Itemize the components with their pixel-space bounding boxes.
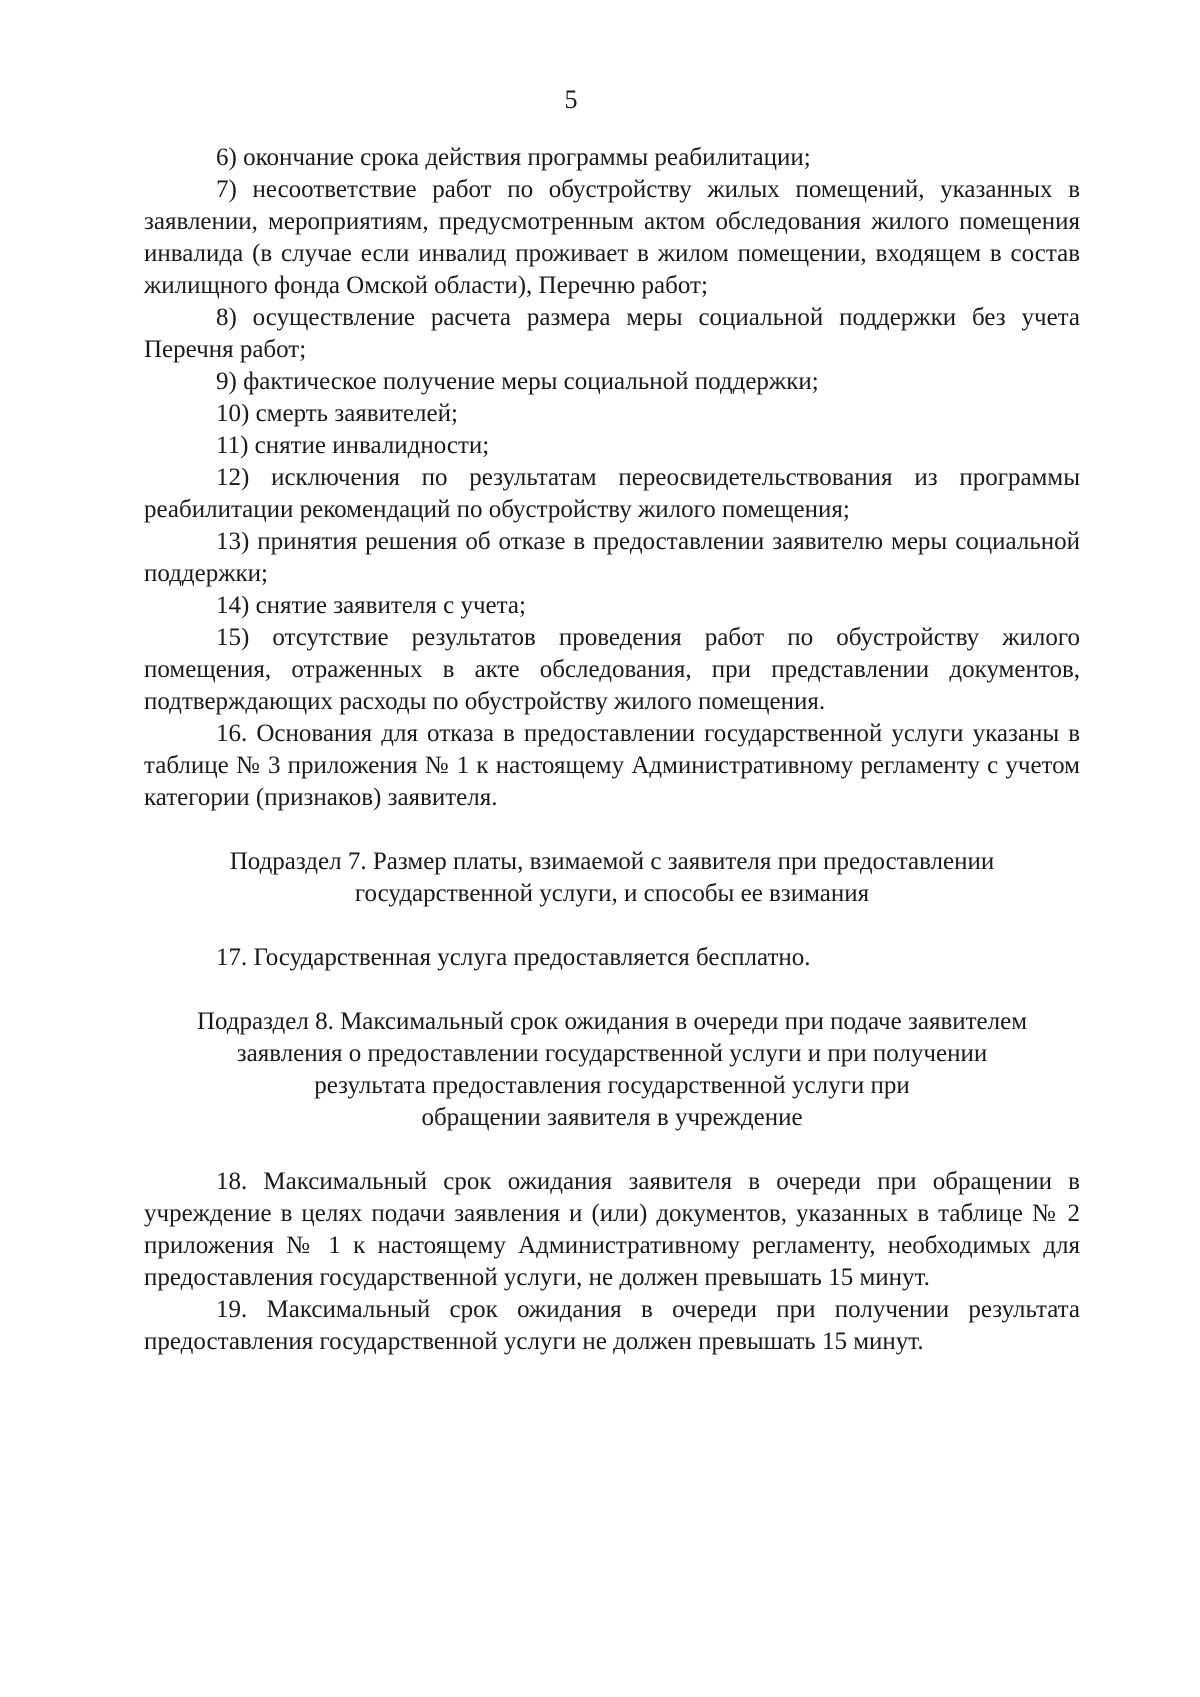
page-number: 5 <box>564 85 578 114</box>
subsection-7-heading <box>144 846 1080 910</box>
heading-line: Подраздел 8. Максимальный срок ожидания в очереди при подаче заявителем <box>196 1008 1028 1035</box>
paragraph-item-7: 7) несоответствие работ по обустройству жилых помещений, указанных в заявлении, мероприятиям, предусмотренным актом обследования жилого помещения инвалида (в случае если инвалид проживает в жилом помещении, входящем в состав жилищного фонда Омской области), Перечню работ; <box>144 176 1080 299</box>
paragraph-item-9: 9) фактическое получение меры социальной поддержки; <box>216 368 819 395</box>
paragraph-item-13: 13) принятия решения об отказе в предоставлении заявителю меры социальной поддержки; <box>144 528 1080 587</box>
paragraph-item-11: 11) снятие инвалидности; <box>216 432 490 459</box>
paragraph-item-14: 14) снятие заявителя с учета; <box>216 592 526 619</box>
paragraph-18: 18. Максимальный срок ожидания заявителя в очереди при обращении в учреждение в целях подачи заявления и (или) документов, указанных в таблице № 2 приложения № 1 к настоящему Административному регламенту, необходимых для предоставления государственной услуги, не должен превышать 15 минут. <box>144 1168 1080 1291</box>
heading-line: Подраздел 7. Размер платы, взимаемой с заявителя при предоставлении <box>229 848 995 875</box>
paragraph-16: 16. Основания для отказа в предоставлении государственной услуги указаны в таблице № 3 приложения № 1 к настоящему Административному регламенту с учетом категории (признаков) заявителя. <box>144 720 1080 811</box>
paragraph-item-10: 10) смерть заявителей; <box>216 400 458 427</box>
paragraph-item-12: 12) исключения по результатам переосвидетельствования из программы реабилитации рекомендаций по обустройству жилого помещения; <box>144 464 1080 523</box>
heading-line: результата предоставления государственной услуги при <box>314 1072 910 1099</box>
heading-line: заявления о предоставлении государственной услуги и при получении <box>236 1040 988 1067</box>
heading-line: обращении заявителя в учреждение <box>421 1104 803 1131</box>
paragraph-17: 17. Государственная услуга предоставляется бесплатно. <box>216 944 811 971</box>
document-body <box>144 142 1080 1358</box>
paragraph-item-15: 15) отсутствие результатов проведения работ по обустройству жилого помещения, отраженных в акте обследования, при представлении документов, подтверждающих расходы по обустройству жилого помещения. <box>144 624 1080 715</box>
subsection-8-heading <box>144 1006 1080 1134</box>
paragraph-item-6: 6) окончание срока действия программы реабилитации; <box>216 144 811 171</box>
heading-line: государственной услуги, и способы ее взимания <box>354 880 870 907</box>
paragraph-19: 19. Максимальный срок ожидания в очереди при получении результата предоставления государственной услуги не должен превышать 15 минут. <box>144 1296 1080 1355</box>
paragraph-item-8: 8) осуществление расчета размера меры социальной поддержки без учета Перечня работ; <box>144 304 1080 363</box>
